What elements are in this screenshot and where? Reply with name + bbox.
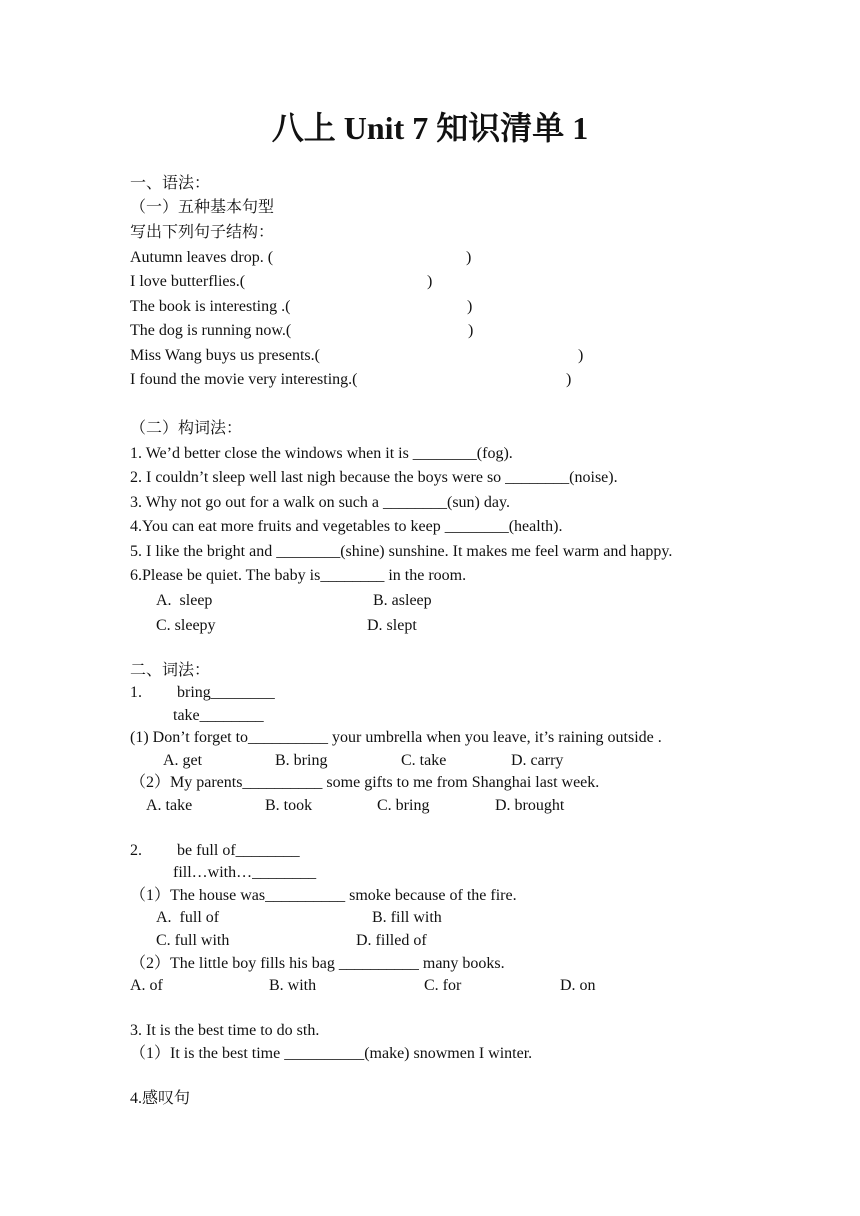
- question-1-2: （2）My parents__________ some gifts to me from Shanghai last week.: [130, 774, 600, 791]
- sentence-2-close-paren: ): [427, 273, 433, 290]
- option-d: D. brought: [495, 797, 565, 814]
- option-c: C. take: [401, 752, 447, 769]
- word-formation-item-4: 4.You can eat more fruits and vegetables to keep ________(health).: [130, 518, 563, 535]
- option-a: A. sleep: [156, 592, 213, 609]
- option-c: C. sleepy: [156, 617, 216, 634]
- instruction-text: 写出下列句子结构：: [130, 224, 275, 241]
- document-title: 八上 Unit 7 知识清单 1: [271, 110, 589, 146]
- sentence-5: Miss Wang buys us presents.(: [130, 347, 320, 364]
- word-formation-item-6: 6.Please be quiet. The baby is________ in the room.: [130, 567, 467, 584]
- option-a: A. full of: [156, 909, 220, 926]
- sentence-4: The dog is running now.(: [130, 322, 292, 339]
- question-3-1: （1）It is the best time __________(make) snowmen I winter.: [130, 1045, 533, 1062]
- option-c: C. for: [424, 977, 462, 994]
- vocab-phrase-be-full-of: be full of________: [177, 842, 300, 859]
- word-formation-item-3: 3. Why not go out for a walk on such a ________(sun) day.: [130, 494, 510, 511]
- option-a: A. of: [130, 977, 163, 994]
- option-c: C. full with: [156, 932, 230, 949]
- sentence-5-close-paren: ): [578, 347, 584, 364]
- sentence-3-close-paren: ): [467, 298, 473, 315]
- sentence-1: Autumn leaves drop. (: [130, 249, 274, 266]
- vocab-item-3: 3. It is the best time to do sth.: [130, 1022, 320, 1039]
- question-2-1: （1）The house was__________ smoke because of the fire.: [130, 887, 517, 904]
- option-a: A. take: [146, 797, 193, 814]
- section-heading-vocabulary: 二、词法：: [130, 662, 211, 679]
- option-c: C. bring: [377, 797, 430, 814]
- option-d: D. slept: [367, 617, 417, 634]
- option-b: B. asleep: [373, 592, 432, 609]
- word-formation-item-1: 1. We’d better close the windows when it is ________(fog).: [130, 445, 513, 462]
- question-2-2: （2）The little boy fills his bag __________ many books.: [130, 955, 505, 972]
- word-formation-item-5: 5. I like the bright and ________(shine) sunshine. It makes me feel warm and happy.: [130, 543, 673, 560]
- vocab-phrase-fill-with: fill…with…________: [173, 864, 317, 881]
- option-b: B. fill with: [372, 909, 442, 926]
- sentence-3: The book is interesting .(: [130, 298, 291, 315]
- option-b: B. with: [269, 977, 317, 994]
- vocab-word-bring: bring________: [177, 684, 275, 701]
- subsection-heading-word-formation: （二）构词法：: [130, 420, 243, 437]
- sentence-4-close-paren: ): [468, 322, 474, 339]
- option-b: B. bring: [275, 752, 328, 769]
- vocab-word-take: take________: [173, 707, 264, 724]
- option-d: D. filled of: [356, 932, 427, 949]
- sentence-6-close-paren: ): [566, 371, 572, 388]
- sentence-6: I found the movie very interesting.(: [130, 371, 358, 388]
- question-1-1: (1) Don’t forget to__________ your umbrella when you leave, it’s raining outside .: [130, 729, 662, 746]
- option-b: B. took: [265, 797, 313, 814]
- vocab-item-number-1: 1.: [130, 684, 142, 701]
- word-formation-item-2: 2. I couldn’t sleep well last nigh because the boys were so ________(noise).: [130, 469, 618, 486]
- vocab-item-4-exclamatory: 4.感叹句: [130, 1090, 191, 1107]
- sentence-2: I love butterflies.(: [130, 273, 246, 290]
- vocab-item-number-2: 2.: [130, 842, 142, 859]
- option-a: A. get: [163, 752, 203, 769]
- option-d: D. on: [560, 977, 596, 994]
- section-heading-grammar: 一、语法：: [130, 175, 211, 192]
- sentence-1-close-paren: ): [466, 249, 472, 266]
- option-d: D. carry: [511, 752, 564, 769]
- subsection-heading-sentence-patterns: （一）五种基本句型: [130, 199, 275, 216]
